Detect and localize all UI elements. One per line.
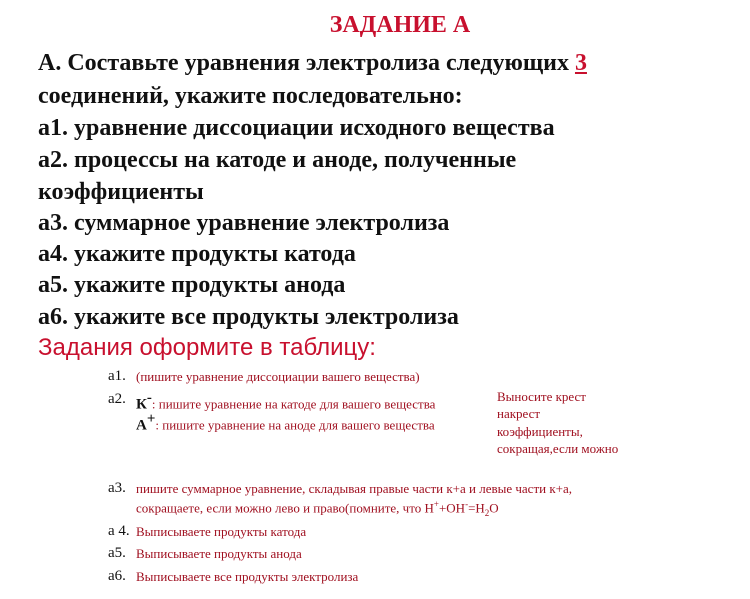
- oh-minus-charge: -: [465, 499, 469, 509]
- row-a6-label: а6.: [108, 568, 126, 584]
- water-subscript: 2: [484, 507, 490, 518]
- side-note-line3: коэффициенты,: [497, 424, 583, 439]
- task-item-a3: а3. суммарное уравнение электролиза: [38, 210, 450, 236]
- row-a2-anode: [136, 411, 435, 434]
- oh-text: +ОН: [438, 500, 466, 516]
- cathode-symbol: К: [136, 396, 147, 413]
- cathode-charge: -: [146, 390, 152, 406]
- page-title: ЗАДАНИЕ А: [329, 12, 471, 38]
- table-instruction: Задания оформите в таблицу:: [38, 334, 376, 361]
- row-a5-note: Выписываете продукты анода: [136, 546, 302, 561]
- row-a1-note: (пишите уравнение диссоциации вашего вещества): [136, 369, 420, 384]
- task-item-a2: а2. процессы на катоде и аноде, полученные: [38, 147, 517, 173]
- row-a3-note-line2: [136, 499, 499, 518]
- row-a4-note: Выписываете продукты катода: [136, 524, 307, 539]
- task-item-a2-continued: коэффициенты: [38, 179, 204, 205]
- anode-charge: +: [146, 411, 156, 427]
- side-note-line2: накрест: [497, 406, 541, 421]
- task-item-a6: а6. укажите все продукты электролиза: [38, 304, 459, 330]
- task-intro-text: А. Составьте уравнения электролиза следующих: [38, 50, 569, 76]
- task-item-a5: а5. укажите продукты анода: [38, 272, 346, 298]
- row-a5-label: а5.: [108, 545, 126, 561]
- row-a6-note: Выписываете все продукты электролиза: [136, 569, 359, 584]
- row-a2-cathode: [136, 390, 435, 413]
- row-a3-note-line1: пишите суммарное уравнение, складывая правые части к+а и левые части к+а,: [136, 481, 573, 496]
- row-a3-label: а3.: [108, 480, 126, 496]
- cathode-note: : пишите уравнение на катоде для вашего вещества: [151, 396, 436, 412]
- side-note-line1: Выносите крест: [497, 389, 586, 404]
- anode-symbol: А: [136, 417, 147, 434]
- a3-note-text: сокращаете, если можно лево и право(помните, что Н: [136, 500, 434, 516]
- row-a4-label: а 4.: [108, 523, 130, 539]
- row-a2-label: а2.: [108, 391, 126, 407]
- compounds-count: 3: [574, 50, 587, 76]
- task-intro-line2: соединений, укажите последовательно:: [38, 83, 463, 109]
- anode-note: : пишите уравнение на аноде для вашего вещества: [155, 417, 435, 433]
- row-a1-label: а1.: [108, 368, 126, 384]
- water-h: =Н: [468, 500, 485, 516]
- task-item-a4: а4. укажите продукты катода: [38, 241, 356, 267]
- task-item-a1: а1. уравнение диссоциации исходного вещества: [38, 115, 555, 141]
- side-note-line4: сокращая,если можно: [497, 441, 619, 456]
- water-o: О: [489, 500, 499, 516]
- h-plus-charge: +: [433, 499, 439, 509]
- task-intro-line1: [38, 50, 587, 77]
